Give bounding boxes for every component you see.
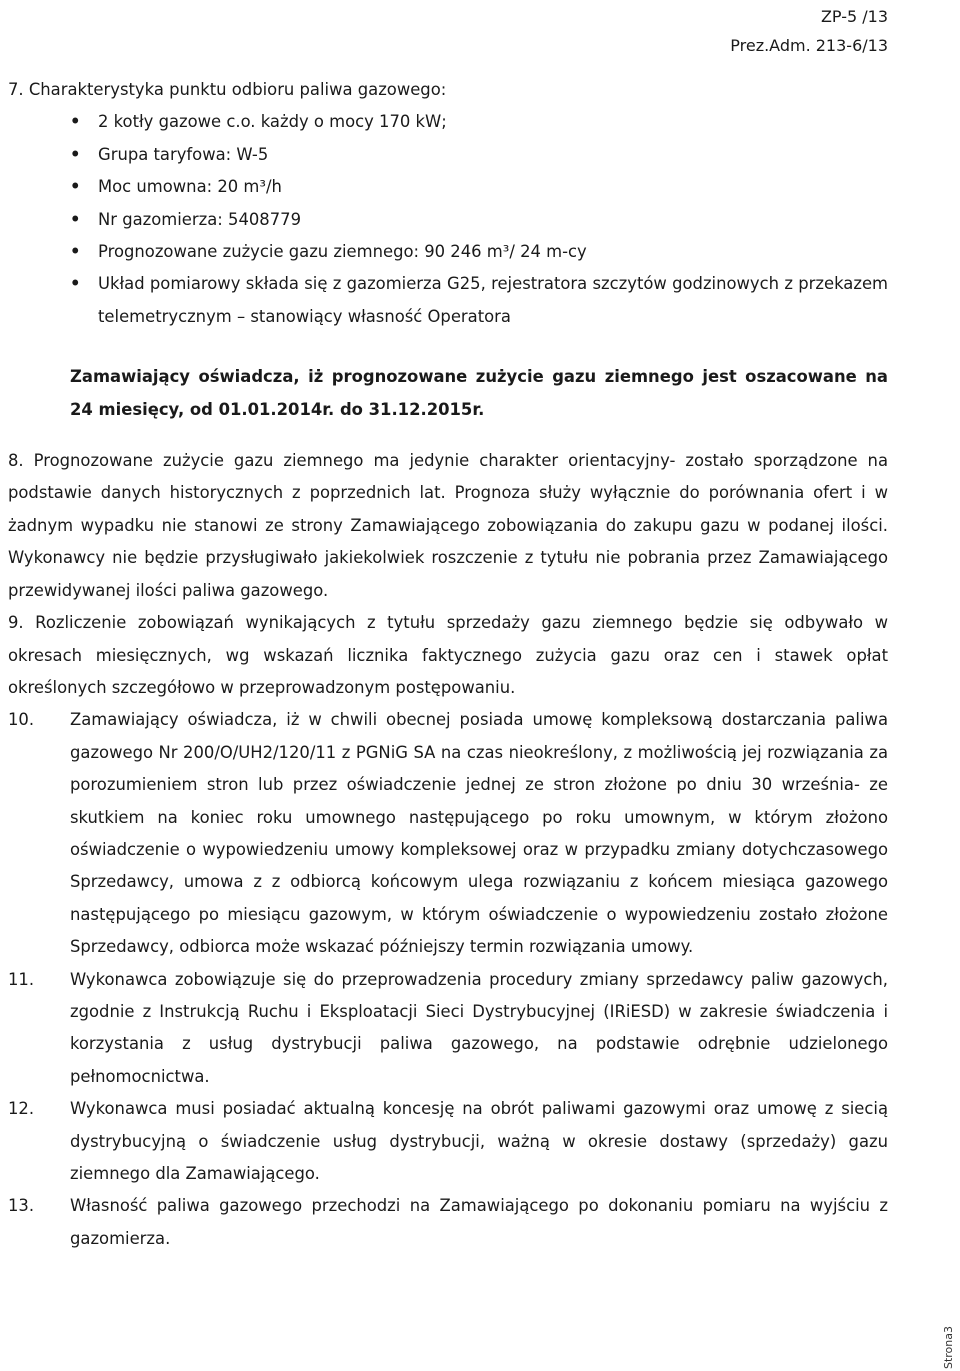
section-number: 12.	[8, 1099, 35, 1119]
list-item-text: • Układ pomiarowy składa się z gazomierza G25, rejestratora szczytów godzinowych z przekazem telemetrycznym – stanowiący własność Operatora	[98, 274, 888, 326]
section-text: Zamawiający oświadcza, iż w chwili obecnej posiada umowę kompleksową dostarczania paliwa gazowego Nr 200/O/UH2/120/11 z PGNiG SA na czas nieokreślony, z możliwością jej rozwiązania za porozumieniem stron lub przez oświadczenie jednej ze stron złożone po dniu 30 września- ze skutkiem na koniec roku umownego następującego po roku umownym, w którym złożono oświadczenie o wypowiedzeniu umowy kompleksowej oraz w przypadku zmiany dotychczasowego Sprzedawcy, umowa z z odbiorcą końcowym ulega rozwiązaniu z końcem miesiąca gazowego następującego po miesiącu gazowym, w którym oświadczenie o wypowiedzeniu zostało złożone Sprzedawcy, odbiorca może wskazać późniejszy termin rozwiązania umowy.	[70, 710, 888, 957]
section-7-title: 7. Charakterystyka punktu odbioru paliwa gazowego:	[8, 80, 447, 99]
document-reference: ZP-5 /13	[820, 7, 888, 26]
section-8: 8. Prognozowane zużycie gazu ziemnego ma jedynie charakter orientacyjny- zostało sporządzone na podstawie danych historycznych z poprzednich lat. Prognoza służy wyłącznie do porównania ofert i w żadnym wypadku nie stanowi ze strony Zamawiającego zobowiązania do zakupu gazu w podanej ilości. Wykonawcy nie będzie przysługiwało jakiekolwiek roszczenie z tytułu nie pobrania przez Zamawiającego przewidywanej ilości paliwa gazowego.	[8, 451, 888, 600]
gas-point-characteristics-list	[8, 106, 888, 333]
page-number-label: Strona3	[942, 1325, 955, 1369]
section-12	[8, 1093, 888, 1190]
section-13	[8, 1190, 888, 1255]
section-number: 10.	[8, 710, 35, 730]
document-header	[730, 2, 888, 60]
list-item-text: • 2 kotły gazowe c.o. każdy o mocy 170 kW;	[98, 112, 447, 132]
list-item	[70, 268, 888, 333]
consumption-statement: Zamawiający oświadcza, iż prognozowane zużycie gazu ziemnego jest oszacowane na 24 miesięcy, od 01.01.2014r. do 31.12.2015r.	[70, 367, 888, 419]
list-item	[70, 171, 888, 203]
section-10	[8, 704, 888, 963]
list-item-text: • Prognozowane zużycie gazu ziemnego: 90 246 m³/ 24 m-cy	[98, 242, 587, 262]
list-item	[70, 139, 888, 171]
list-item-text: • Grupa taryfowa: W-5	[98, 144, 269, 164]
case-reference: Prez.Adm. 213-6/13	[730, 36, 888, 55]
section-number: 13.	[8, 1196, 35, 1216]
document-body	[8, 74, 888, 1255]
section-text: Własność paliwa gazowego przechodzi na Zamawiającego po dokonaniu pomiaru na wyjściu z gazomierza.	[70, 1196, 888, 1248]
list-item	[70, 204, 888, 236]
section-text: Wykonawca musi posiadać aktualną koncesję na obrót paliwami gazowymi oraz umowę z siecią dystrybucyjną o świadczenie usług dystrybucji, ważną w okresie dostawy (sprzedaży) gazu ziemnego dla Zamawiającego.	[70, 1099, 888, 1183]
section-number: 11.	[8, 969, 35, 989]
list-item	[70, 236, 888, 268]
section-text: Wykonawca zobowiązuje się do przeprowadzenia procedury zmiany sprzedawcy paliw gazowych, zgodnie z Instrukcją Ruchu i Eksploatacji Sieci Dystrybucyjnej (IRiESD) w zakresie świadczenia i korzystania z usług dystrybucji paliwa gazowego, na podstawie odrębnie udzielonego pełnomocnictwa.	[70, 969, 888, 1086]
section-11	[8, 964, 888, 1094]
section-7	[8, 74, 888, 426]
list-item	[70, 106, 888, 138]
section-9: 9. Rozliczenie zobowiązań wynikających z tytułu sprzedaży gazu ziemnego będzie się odbywało w okresach miesięcznych, wg wskazań licznika faktycznego zużycia gazu oraz cen i stawek opłat określonych szczegółowo w przeprowadzonym postępowaniu.	[8, 613, 888, 697]
list-item-text: • Moc umowna: 20 m³/h	[98, 177, 282, 197]
list-item-text: • Nr gazomierza: 5408779	[98, 209, 302, 229]
